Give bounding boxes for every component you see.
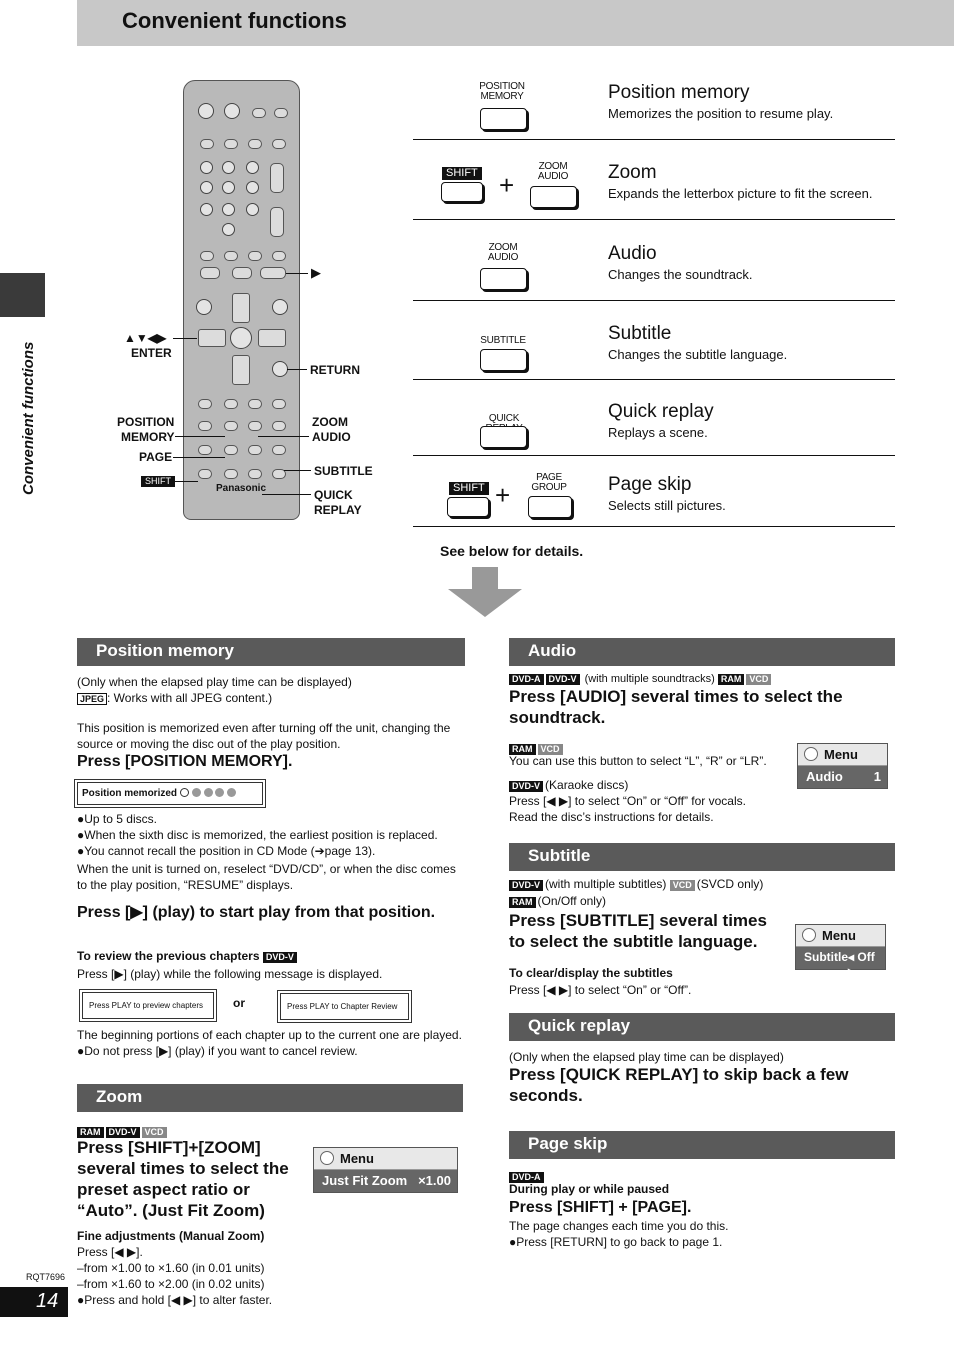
quick-replay-instruction: Press [QUICK REPLAY] to skip back a few seconds. xyxy=(509,1065,849,1105)
quick-callout: QUICK xyxy=(314,488,353,502)
play-key xyxy=(260,267,286,279)
menu-header xyxy=(796,925,885,947)
audio-menu-display xyxy=(797,743,888,789)
jpeg-tag: JPEG xyxy=(77,693,107,705)
vcr-button xyxy=(274,108,288,118)
bullet: ●Up to 5 discs. xyxy=(77,812,157,826)
review-text: Press [▶] (play) while the following message is displayed. xyxy=(77,967,383,981)
stop-key xyxy=(200,267,220,279)
number-key xyxy=(246,203,259,216)
pause-key xyxy=(232,267,252,279)
volume-rocker xyxy=(270,207,284,237)
remote-key xyxy=(224,139,238,149)
audio-ram-text: You can use this button to select “L”, “R” or “LR”. xyxy=(509,754,767,768)
number-key xyxy=(200,181,213,194)
bullet: ●Press [RETURN] to go back to page 1. xyxy=(509,1235,723,1249)
menu-value: ×1.00 xyxy=(418,1173,451,1188)
remote-key xyxy=(248,445,262,455)
audio-instruction: Press [AUDIO] several times to select the soundtrack. xyxy=(509,687,843,727)
function-row-page-skip xyxy=(413,456,895,527)
function-title: Page skip xyxy=(608,474,692,495)
tv-button xyxy=(252,108,266,118)
top-menu-key xyxy=(196,299,212,315)
menu-row xyxy=(798,766,887,788)
shift-tag: SHIFT xyxy=(442,167,482,180)
section-zoom-heading: Zoom xyxy=(77,1084,463,1112)
search-key xyxy=(248,251,262,261)
function-row-quick-replay xyxy=(413,380,895,456)
zoom-button-icon xyxy=(530,186,577,208)
remote-key xyxy=(198,399,212,409)
function-row-position-memory xyxy=(413,78,895,140)
section-subtitle-heading: Subtitle xyxy=(509,843,895,871)
section-page-skip-heading: Page skip xyxy=(509,1131,895,1159)
cursor-callout: ▲▼◀▶ xyxy=(124,331,167,345)
side-tab xyxy=(0,273,45,317)
function-desc: Replays a scene. xyxy=(608,425,708,440)
fine-line: ●Press and hold [◀ ▶] to alter faster. xyxy=(77,1293,273,1307)
function-row-subtitle xyxy=(413,301,895,380)
return-callout: RETURN xyxy=(310,363,360,377)
review-notes xyxy=(77,1027,469,1059)
function-desc: Memorizes the position to resume play. xyxy=(608,106,834,121)
function-row-audio xyxy=(413,220,895,301)
menu-title: Menu xyxy=(822,928,856,943)
menu-title: Menu xyxy=(824,747,858,762)
position-memory-key xyxy=(224,421,238,431)
page-skip-when: During play or while paused xyxy=(509,1182,670,1196)
button-label: ZOOM AUDIO xyxy=(487,242,519,263)
ram-tag: RAM xyxy=(718,674,745,685)
function-desc: Expands the letterbox picture to fit the screen. xyxy=(608,186,873,201)
vcd-tag: VCD xyxy=(142,1127,167,1138)
header-bar xyxy=(77,0,954,46)
para: The page changes each time you do this. xyxy=(509,1219,729,1233)
down-key xyxy=(232,355,250,385)
audio-dvdv-text xyxy=(509,777,628,793)
audio-dvdv-text3: Read the disc’s instructions for details. xyxy=(509,810,714,824)
down-arrow-icon xyxy=(448,567,522,617)
callout-line xyxy=(175,436,225,437)
menu-header xyxy=(798,744,887,766)
remote-key xyxy=(224,469,238,479)
indicator-text: Position memorized xyxy=(82,788,178,799)
callout-line xyxy=(262,494,311,495)
note: (Only when the elapsed play time can be displayed) xyxy=(77,675,352,689)
vcd-tag: VCD xyxy=(670,880,695,891)
subtitle-instruction: Press [SUBTITLE] several times to select the subtitle language. xyxy=(509,911,767,951)
section-quick-replay-heading: Quick replay xyxy=(509,1013,895,1041)
dvd-a-tag: DVD-A xyxy=(509,674,544,685)
page-number: 14 xyxy=(0,1287,68,1317)
return-key xyxy=(272,361,288,377)
search-key xyxy=(272,251,286,261)
function-title: Position memory xyxy=(608,82,750,103)
play-instruction: Press [▶] (play) to start play from that position. xyxy=(77,904,436,921)
subtitle-callout: SUBTITLE xyxy=(314,464,373,478)
button-label: ZOOM AUDIO xyxy=(537,161,569,182)
audio-button-icon xyxy=(480,268,527,290)
subtitle-button-icon xyxy=(480,349,527,371)
bullet: ●When the sixth disc is memorized, the earliest position is replaced. xyxy=(77,828,438,842)
clear-text: Press [◀ ▶] to select “On” or “Off”. xyxy=(509,983,692,997)
ram-tag: RAM xyxy=(509,744,536,755)
karaoke-note: (Karaoke discs) xyxy=(545,778,629,792)
number-key xyxy=(246,181,259,194)
menu-item: Subtitle xyxy=(804,950,848,964)
remote-key xyxy=(248,139,262,149)
number-key xyxy=(200,203,213,216)
position-callout-2: MEMORY xyxy=(121,430,175,444)
dvd-v-tag: DVD-V xyxy=(106,1127,140,1138)
subtitle-note: (SVCD only) xyxy=(696,877,764,891)
shift-callout: SHIFT xyxy=(141,476,175,487)
quick-replay-key xyxy=(248,469,262,479)
channel-rocker xyxy=(270,163,284,193)
remote-key xyxy=(224,399,238,409)
remote-key xyxy=(272,399,286,409)
callout-line xyxy=(286,273,308,274)
menu-icon xyxy=(320,1151,334,1165)
page-key xyxy=(224,445,238,455)
remote-key xyxy=(272,139,286,149)
page-callout: PAGE xyxy=(139,450,173,464)
fine-line: –from ×1.60 to ×2.00 (in 0.02 units) xyxy=(77,1277,265,1291)
replay-callout: REPLAY xyxy=(314,503,362,517)
dvd-v-tag: DVD-V xyxy=(546,674,580,685)
or-text: or xyxy=(233,996,245,1010)
power-button xyxy=(198,103,214,119)
power-button-2 xyxy=(224,103,240,119)
menu-row xyxy=(796,947,885,978)
callout-line xyxy=(258,436,309,437)
clear-title: To clear/display the subtitles xyxy=(509,966,673,980)
function-desc: Selects still pictures. xyxy=(608,498,726,513)
position-callout-1: POSITION xyxy=(117,415,175,429)
para: When the unit is turned on, reselect “DVD/CD”, or when the disc comes to the play position, “RESUME” displays. xyxy=(77,862,456,892)
side-label: Convenient functions xyxy=(20,341,37,495)
dvd-v-tag: DVD-V xyxy=(263,952,297,963)
zoom-menu-display xyxy=(313,1147,458,1193)
subtitle-note: (On/Off only) xyxy=(537,894,606,908)
button-label: PAGE GROUP xyxy=(531,472,567,493)
position-memory-bullets xyxy=(77,811,469,893)
fine-adjustments xyxy=(77,1228,307,1308)
shift-button-icon xyxy=(447,497,489,517)
review-title xyxy=(77,948,299,964)
callout-line xyxy=(173,338,197,339)
remote-key xyxy=(200,139,214,149)
section-audio-heading: Audio xyxy=(509,638,895,666)
page-title: Convenient functions xyxy=(122,8,347,33)
dvd-a-tag: DVD-A xyxy=(509,1172,544,1183)
ram-tag: RAM xyxy=(77,1127,104,1138)
function-title: Audio xyxy=(608,243,657,264)
vcd-tag: VCD xyxy=(538,744,563,755)
indicator-dots-icon xyxy=(180,788,236,800)
menu-row xyxy=(314,1170,457,1192)
shift-button-icon xyxy=(441,182,483,202)
bullet: ●Do not press [▶] (play) if you want to cancel review. xyxy=(77,1044,358,1058)
review-title-text: To review the previous chapters xyxy=(77,949,260,963)
audio-dvdv-text2: Press [◀ ▶] to select “On” or “Off” for vocals. xyxy=(509,794,746,808)
menu-item: Just Fit Zoom xyxy=(322,1173,408,1188)
audio-callout: AUDIO xyxy=(312,430,351,444)
section-position-memory-heading: Position memory xyxy=(77,638,465,666)
right-key xyxy=(258,329,286,347)
review-message-box: Press PLAY to Chapter Review xyxy=(280,993,409,1020)
dvd-v-tag: DVD-V xyxy=(509,781,543,792)
skip-key xyxy=(200,251,214,261)
left-key xyxy=(198,329,226,347)
fine-title: Fine adjustments (Manual Zoom) xyxy=(77,1229,265,1243)
subtitle-tags xyxy=(509,876,763,892)
doc-code: RQT7696 xyxy=(26,1272,66,1282)
number-key xyxy=(200,161,213,174)
play-callout: ▶ xyxy=(311,265,321,280)
function-desc: Changes the subtitle language. xyxy=(608,347,788,362)
enter-key xyxy=(230,327,252,349)
page-skip-instruction: Press [SHIFT] + [PAGE]. xyxy=(509,1199,692,1216)
callout-line xyxy=(287,369,307,370)
button-label: QUICK xyxy=(488,413,520,424)
function-desc: Changes the soundtrack. xyxy=(608,267,753,282)
callout-line xyxy=(172,481,198,482)
note: : Works with all JPEG content.) xyxy=(107,691,273,705)
audio-tag-note: (with multiple soundtracks) xyxy=(584,673,715,685)
remote-brand: Panasonic xyxy=(216,483,267,494)
plus-icon: + xyxy=(499,170,515,200)
position-memory-button-icon xyxy=(480,108,527,130)
para: The beginning portions of each chapter up to the current one are played. xyxy=(77,1028,462,1042)
function-row-zoom xyxy=(413,140,895,220)
fine-line: Press [◀ ▶]. xyxy=(77,1245,143,1259)
shift-tag: SHIFT xyxy=(449,482,489,495)
position-memorized-indicator xyxy=(77,782,263,805)
menu-icon xyxy=(802,928,816,942)
function-title: Subtitle xyxy=(608,323,672,344)
button-label: SUBTITLE xyxy=(480,335,526,346)
number-key xyxy=(222,181,235,194)
callout-line xyxy=(173,457,225,458)
menu-key xyxy=(272,299,288,315)
number-key xyxy=(222,203,235,216)
subtitle-menu-display xyxy=(795,924,886,978)
position-memory-notes xyxy=(77,674,467,706)
menu-header xyxy=(314,1148,457,1170)
zoom-callout: ZOOM xyxy=(312,415,348,429)
vcd-tag: VCD xyxy=(746,674,771,685)
dvd-v-tag: DVD-V xyxy=(509,880,543,891)
up-key xyxy=(232,293,250,323)
number-key xyxy=(222,161,235,174)
remote-key xyxy=(272,421,286,431)
plus-icon: + xyxy=(495,480,511,510)
quick-replay-button-icon xyxy=(480,426,527,448)
function-title: Quick replay xyxy=(608,401,714,422)
zoom-instruction: Press [SHIFT]+[ZOOM] several times to select the preset aspect ratio or “Auto”. (Just Fit Zoom) xyxy=(77,1138,289,1220)
remote-key xyxy=(198,421,212,431)
remote-control xyxy=(183,80,300,520)
callout-line xyxy=(284,470,311,471)
ram-tag: RAM xyxy=(509,897,536,908)
page-button-icon xyxy=(528,496,572,518)
menu-item: Audio xyxy=(806,769,843,784)
menu-value: 1 xyxy=(873,769,881,784)
subtitle-note: (with multiple subtitles) xyxy=(545,877,667,891)
subtitle-ram-tag xyxy=(509,893,606,909)
number-key xyxy=(246,161,259,174)
menu-title: Menu xyxy=(340,1151,374,1166)
skip-key xyxy=(224,251,238,261)
zoom-audio-key xyxy=(248,421,262,431)
jpeg-note xyxy=(77,690,467,706)
preview-message-box: Press PLAY to preview chapters xyxy=(82,992,214,1019)
page-skip-text xyxy=(509,1218,728,1250)
position-memory-para: This position is memorized even after turning off the unit, changing the source or moving the disc out of the play position. xyxy=(77,721,451,751)
enter-callout: ENTER xyxy=(131,346,172,360)
menu-icon xyxy=(804,747,818,761)
remote-key xyxy=(272,445,286,455)
position-memory-instruction: Press [POSITION MEMORY]. xyxy=(77,753,293,770)
function-title: Zoom xyxy=(608,162,657,183)
fine-line: –from ×1.00 to ×1.60 (in 0.01 units) xyxy=(77,1261,265,1275)
remote-key xyxy=(198,445,212,455)
button-label: POSITION MEMORY xyxy=(479,81,525,102)
quick-replay-note: (Only when the elapsed play time can be displayed) xyxy=(509,1050,784,1064)
see-below-text: See below for details. xyxy=(440,543,584,559)
shift-key xyxy=(198,469,212,479)
bullet: ●You cannot recall the position in CD Mode (➔page 13). xyxy=(77,844,376,858)
menu-value: ◂ Off ▸ xyxy=(848,950,875,978)
remote-key xyxy=(248,399,262,409)
audio-tags xyxy=(509,671,773,687)
number-key xyxy=(222,223,235,236)
